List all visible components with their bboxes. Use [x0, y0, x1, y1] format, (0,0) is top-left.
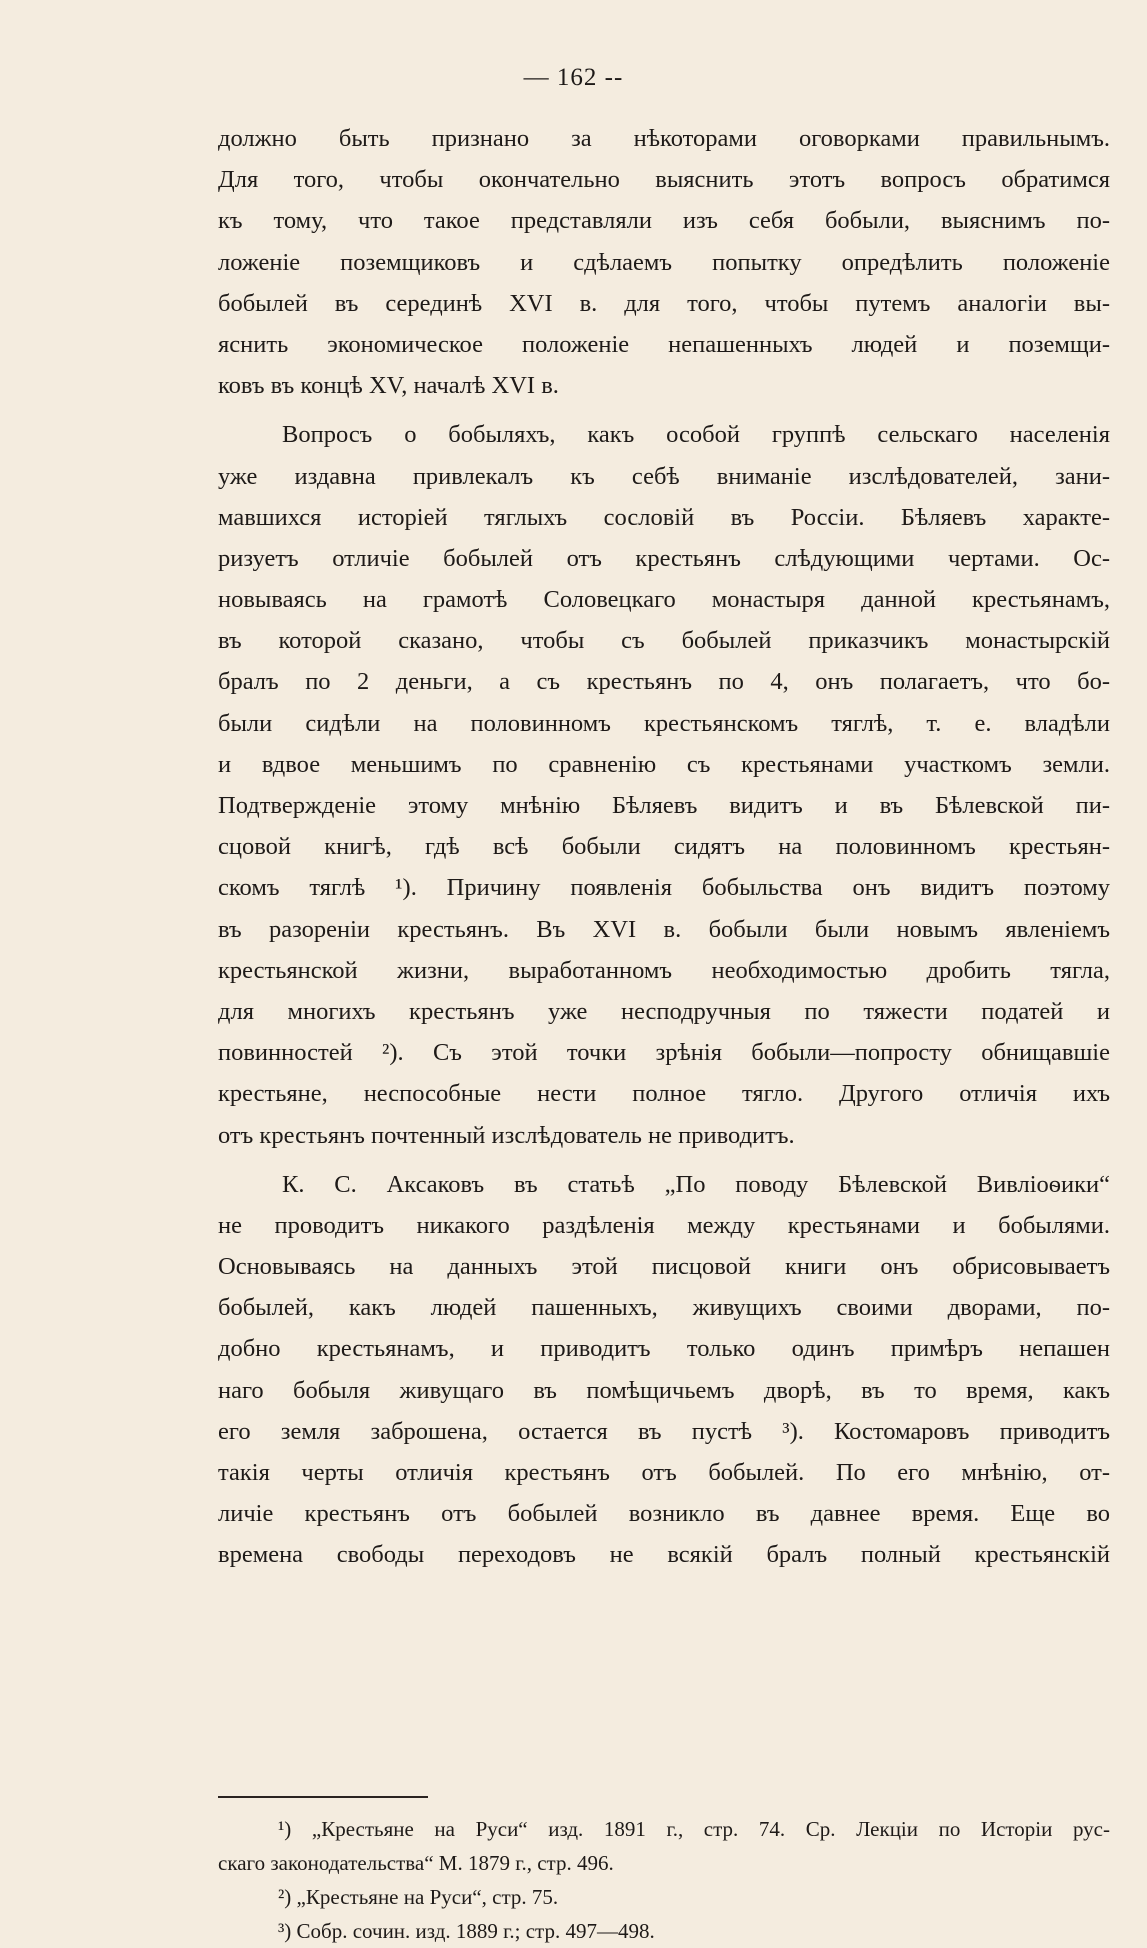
text-line: ризуетъ отличiе бобылей отъ крестьянъ слѣдующими чертами. Ос-: [218, 544, 1110, 572]
text-line: времена свободы переходовъ не всякiй бралъ полный крестьянскiй: [218, 1541, 1110, 1569]
text-line: ковъ въ концѣ XV, началѣ XVI в.: [218, 372, 559, 400]
text-line: къ тому, что такое представляли изъ себя бобыли, выяснимъ по-: [218, 207, 1110, 235]
text-line: крестьяне, неспособные нести полное тягло. Другого отличiя ихъ: [218, 1080, 1110, 1108]
footnote-line: ²) „Крестьяне на Руси“, стр. 75.: [278, 1885, 559, 1909]
text-line: сцовой книгѣ, гдѣ всѣ бобыли сидятъ на половинномъ крестьян-: [218, 833, 1110, 861]
text-line: Подтвержденiе этому мнѣнiю Бѣляевъ видитъ и въ Бѣлевской пи-: [218, 792, 1110, 819]
text-line: не проводитъ никакого раздѣленiя между крестьянами и бобылями.: [218, 1211, 1110, 1239]
text-line: ложенiе поземщиковъ и сдѣлаемъ попытку опредѣлить положенiе: [218, 248, 1110, 276]
text-line: повинностей ²). Съ этой точки зрѣнiя бобыли—попросту обнищавшiе: [218, 1039, 1110, 1067]
text-line: бобылей въ серединѣ XVI в. для того, чтобы путемъ аналогiи вы-: [218, 289, 1110, 317]
main-text: [218, 118, 1110, 1576]
text-line: и вдвое меньшимъ по сравненiю съ крестьянами участкомъ земли.: [218, 750, 1110, 778]
text-line: для многихъ крестьянъ уже несподручныя по тяжести податей и: [218, 997, 1110, 1025]
footnote-line: ¹) „Крестьяне на Руси“ изд. 1891 г., стр. 74. Ср. Лекцiи по Исторiи рус-: [278, 1817, 1110, 1841]
text-line: наго бобыля живущаго въ помѣщичьемъ дворѣ, въ то время, какъ: [218, 1376, 1110, 1404]
text-line: были сидѣли на половинномъ крестьянскомъ тяглѣ, т. е. владѣли: [218, 709, 1110, 737]
text-line: мавшихся исторiей тяглыхъ сословiй въ Россiи. Бѣляевъ характе-: [218, 503, 1110, 531]
text-line: Основываясь на данныхъ этой писцовой книги онъ обрисовываетъ: [218, 1253, 1110, 1281]
text-line: новываясь на грамотѣ Соловецкаго монастыря данной крестьянамъ,: [218, 586, 1110, 614]
text-line: отъ крестьянъ почтенный изслѣдователь не приводитъ.: [218, 1121, 795, 1149]
text-line: Вопросъ о бобыляхъ, какъ особой группѣ сельскаго населенiя: [282, 421, 1110, 449]
text-line: скомъ тяглѣ ¹). Причину появленiя бобыльства онъ видитъ поэтому: [218, 874, 1110, 902]
paragraph-2: [218, 414, 1110, 1155]
text-line: бралъ по 2 деньги, а съ крестьянъ по 4, онъ полагаетъ, что бо-: [218, 668, 1110, 696]
text-line: такiя черты отличiя крестьянъ отъ бобылей. По его мнѣнiю, от-: [218, 1459, 1110, 1486]
footnote-line: скаго законодательства“ М. 1879 г., стр. 496.: [218, 1851, 614, 1875]
text-line: его земля заброшена, остается въ пустѣ ³). Костомаровъ приводитъ: [218, 1417, 1110, 1445]
footnotes: [218, 1812, 1110, 1948]
text-line: крестьянской жизни, выработанномъ необходимостью дробить тягла,: [218, 956, 1110, 984]
text-line: бобылей, какъ людей пашенныхъ, живущихъ своими дворами, по-: [218, 1294, 1110, 1322]
text-line: личiе крестьянъ отъ бобылей возникло въ давнее время. Еще во: [218, 1500, 1110, 1528]
page-number: — 162 --: [523, 64, 624, 91]
text-line: яснить экономическое положенiе непашенныхъ людей и поземщи-: [218, 330, 1110, 358]
text-line: уже издавна привлекалъ къ себѣ вниманiе изслѣдователей, зани-: [218, 462, 1110, 490]
text-line: К. С. Аксаковъ въ статьѣ „По поводу Бѣлевской Вивлiоѳики“: [282, 1170, 1110, 1198]
text-line: Для того, чтобы окончательно выяснить этотъ вопросъ обратимся: [218, 166, 1110, 194]
paragraph-1: [218, 118, 1110, 406]
text-line: въ которой сказано, чтобы съ бобылей приказчикъ монастырскiй: [218, 627, 1110, 655]
paragraph-3: [218, 1164, 1110, 1576]
footnote-divider: [218, 1796, 428, 1798]
text-line: въ разоренiи крестьянъ. Въ XVI в. бобыли были новымъ явленiемъ: [218, 915, 1110, 943]
text-line: добно крестьянамъ, и приводитъ только одинъ примѣръ непашен: [218, 1335, 1110, 1363]
text-line: должно быть признано за нѣкоторами оговорками правильнымъ.: [218, 125, 1110, 152]
footnote-line: ³) Собр. сочин. изд. 1889 г.; стр. 497—498.: [278, 1919, 655, 1943]
